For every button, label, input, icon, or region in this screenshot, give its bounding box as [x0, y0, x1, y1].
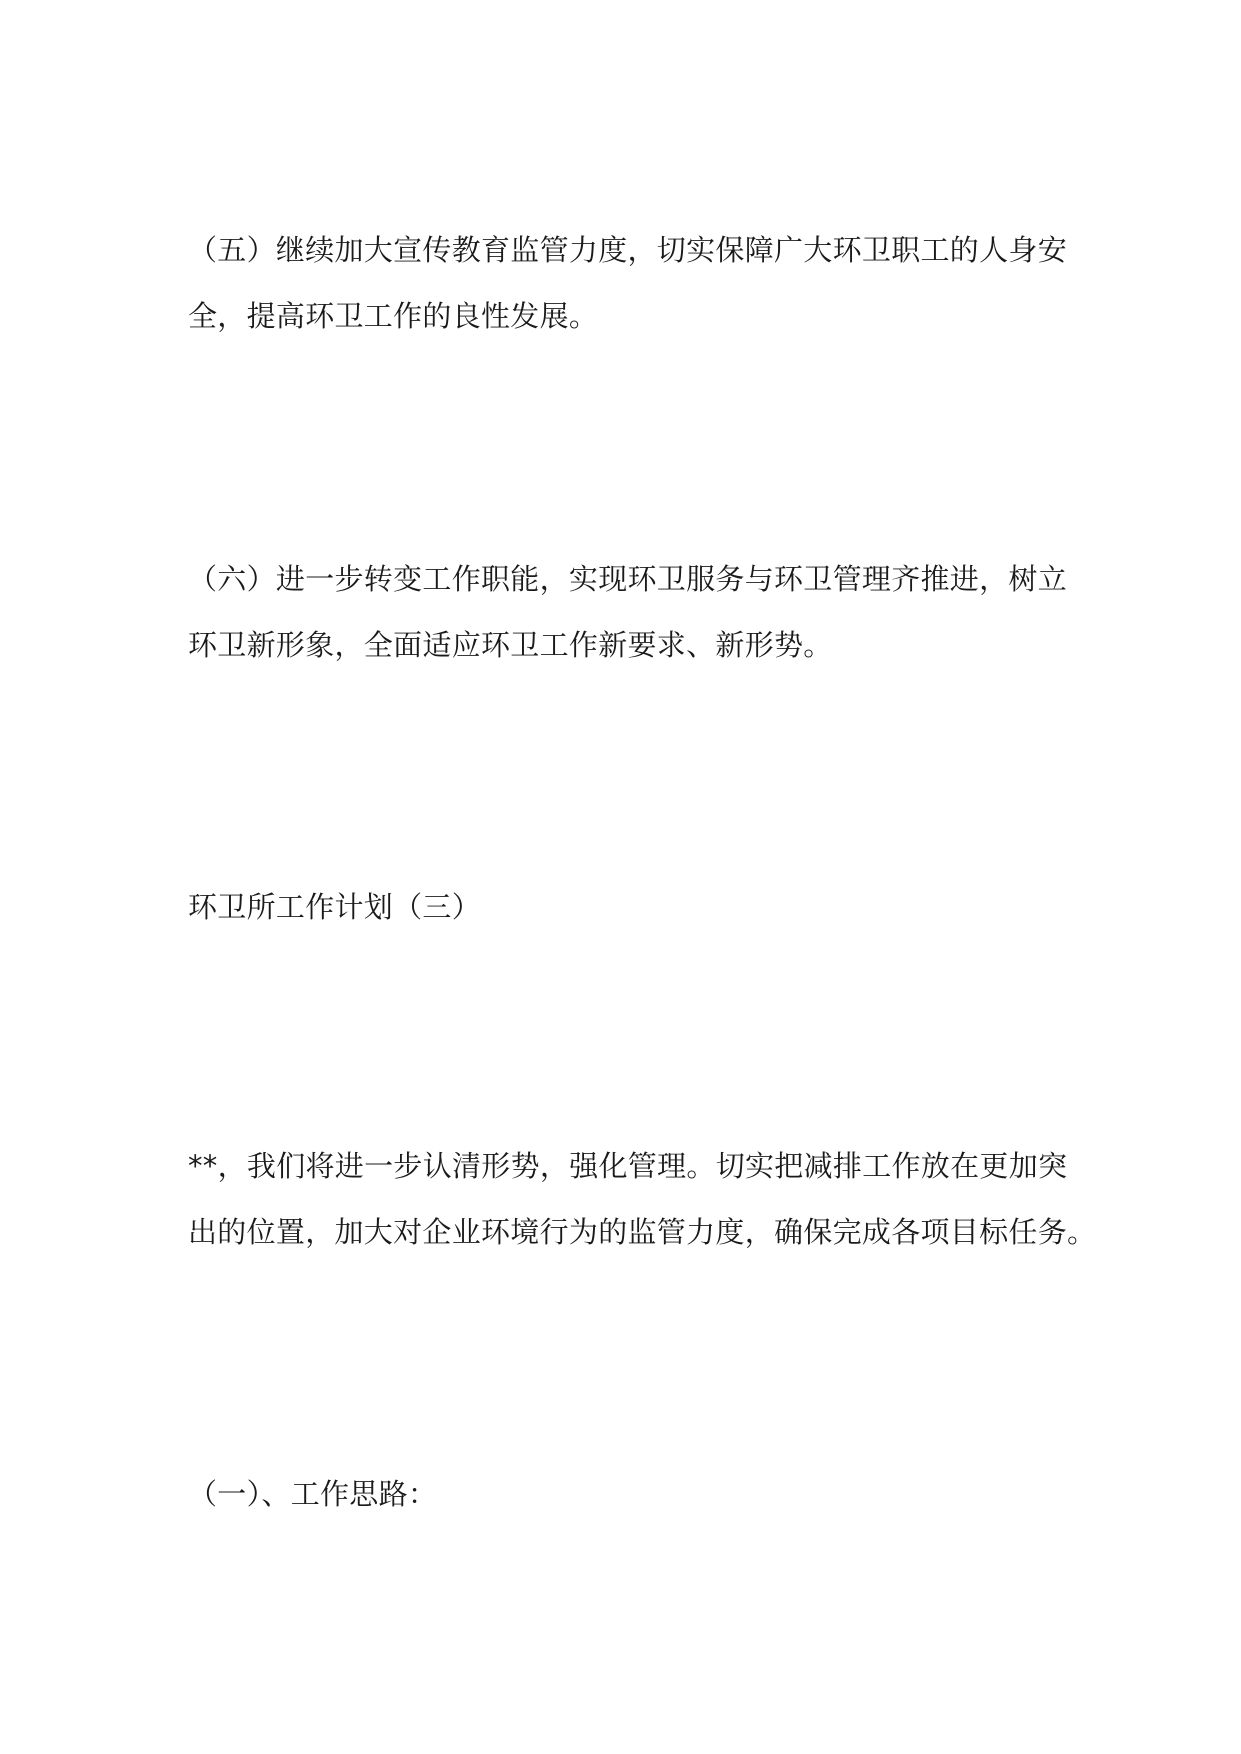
intro-paragraph	[188, 1145, 1097, 1253]
section-heading	[188, 886, 1068, 928]
paragraph-5	[188, 229, 1068, 337]
paragraph-5-line-2: 全，提高环卫工作的良性发展。	[188, 299, 599, 333]
paragraph-5-line-1: （五）继续加大宣传教育监管力度，切实保障广大环卫职工的人身安	[188, 233, 1068, 267]
paragraph-6	[188, 558, 1068, 666]
heading-text: 环卫所工作计划（三）	[188, 890, 482, 924]
intro-paragraph-line-1: **，我们将进一步认清形势，强化管理。切实把减排工作放在更加突	[188, 1149, 1068, 1183]
subsection-heading	[188, 1473, 1068, 1515]
intro-paragraph-line-2: 出的位置，加大对企业环境行为的监管力度，确保完成各项目标任务。	[188, 1215, 1097, 1249]
paragraph-6-line-2: 环卫新形象，全面适应环卫工作新要求、新形势。	[188, 628, 833, 662]
subsection-heading-text: （一）、工作思路：	[188, 1477, 438, 1511]
paragraph-6-line-1: （六）进一步转变工作职能，实现环卫服务与环卫管理齐推进，树立	[188, 562, 1068, 596]
